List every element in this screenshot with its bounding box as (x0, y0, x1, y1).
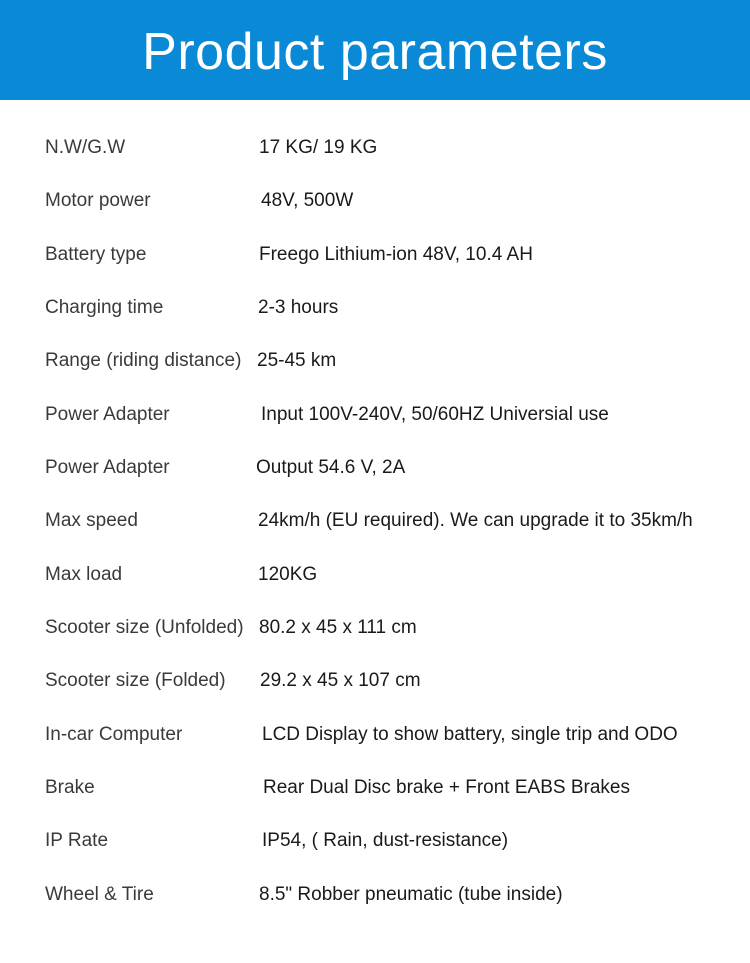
param-value: 24km/h (EU required). We can upgrade it to 35km/h (258, 510, 693, 531)
param-label: Scooter size (Folded) (45, 670, 226, 691)
header-banner (0, 0, 750, 100)
param-row (0, 720, 750, 750)
param-value: Output 54.6 V, 2A (256, 457, 406, 478)
param-label: IP Rate (45, 830, 109, 851)
param-label: Max load (45, 564, 123, 585)
param-value: 29.2 x 45 x 107 cm (260, 670, 421, 691)
param-row (0, 613, 750, 643)
param-label: Charging time (45, 297, 164, 318)
param-value: Input 100V-240V, 50/60HZ Universial use (261, 404, 609, 425)
param-value: 25-45 km (257, 350, 337, 371)
param-label: In-car Computer (45, 724, 183, 745)
param-value: 120KG (258, 564, 318, 585)
param-value: 80.2 x 45 x 111 cm (259, 617, 417, 638)
param-row (0, 880, 750, 910)
parameters-table (0, 100, 750, 963)
param-value: IP54, ( Rain, dust-resistance) (262, 830, 509, 851)
param-row (0, 293, 750, 323)
param-row (0, 506, 750, 536)
param-label: Scooter size (Unfolded) (45, 617, 244, 638)
param-label: Max speed (45, 510, 138, 531)
param-row (0, 186, 750, 216)
param-value: 17 KG/ 19 KG (259, 137, 378, 158)
param-value: 2-3 hours (258, 297, 339, 318)
param-row (0, 240, 750, 270)
param-value: 8.5" Robber pneumatic (tube inside) (259, 884, 563, 905)
param-row (0, 560, 750, 590)
param-value: LCD Display to show battery, single trip and ODO (262, 724, 678, 745)
param-label: N.W/G.W (45, 137, 126, 158)
param-value: Freego Lithium-ion 48V, 10.4 AH (259, 244, 533, 265)
param-row (0, 666, 750, 696)
param-row (0, 400, 750, 430)
param-row (0, 346, 750, 376)
param-value: 48V, 500W (261, 190, 354, 211)
param-row (0, 773, 750, 803)
param-label: Power Adapter (45, 457, 170, 478)
page-title: Product parameters (142, 23, 608, 81)
param-row (0, 453, 750, 483)
param-row (0, 133, 750, 163)
param-label: Wheel & Tire (45, 884, 154, 905)
param-label: Power Adapter (45, 404, 170, 425)
param-label: Brake (45, 777, 95, 798)
param-value: Rear Dual Disc brake + Front EABS Brakes (263, 777, 630, 798)
param-label: Range (riding distance) (45, 350, 242, 371)
param-label: Motor power (45, 190, 151, 211)
param-row (0, 826, 750, 856)
param-label: Battery type (45, 244, 147, 265)
